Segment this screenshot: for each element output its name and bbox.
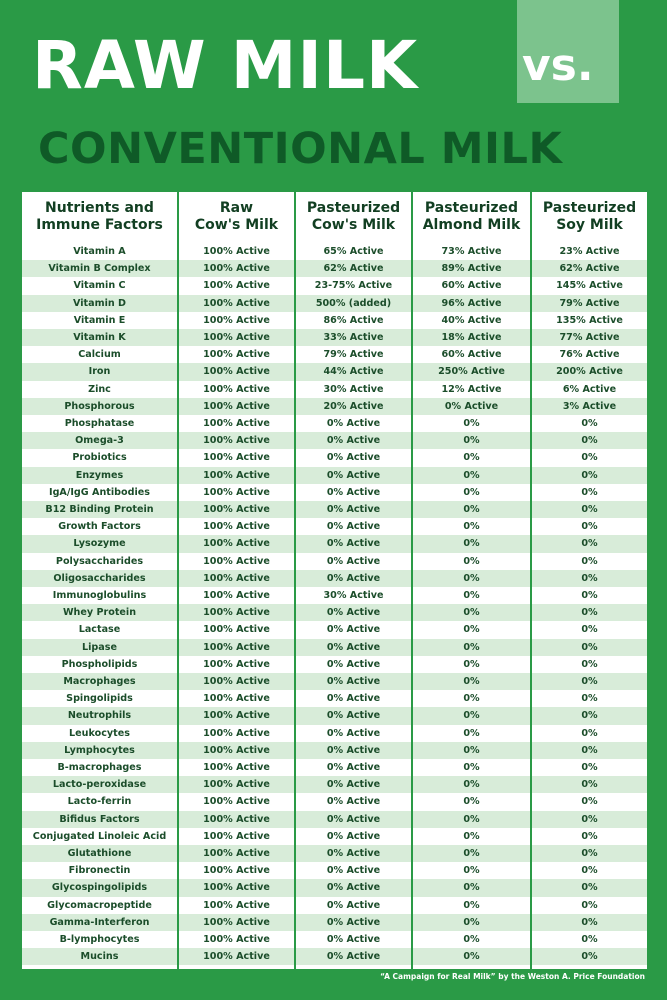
raw-cows-milk-value: 100% Active [203,538,270,550]
table-row [22,862,647,879]
table-row [22,243,647,260]
nutrient-name: Glutathione [67,848,132,859]
nutrient-name: Glycospingolipids [51,882,148,894]
pasteurized-almond-milk-value: 0% [463,624,480,636]
pasteurized-cows-milk-value: 0% Active [326,710,381,722]
pasteurized-soy-milk-value: 23% Active [559,246,620,257]
pasteurized-soy-milk-value: 0% [581,848,598,859]
pasteurized-almond-milk-value: 89% Active [441,263,502,275]
raw-cows-milk-value: 100% Active [203,779,270,791]
table-row [22,570,647,587]
table-row [22,725,647,742]
pasteurized-soy-milk-value: 0% [581,418,598,429]
title-conventional-milk: CONVENTIONAL MILK [38,124,563,174]
pasteurized-cows-milk-value: 0% Active [326,469,381,481]
pasteurized-almond-milk-value: 60% Active [441,280,502,292]
header-pasteurized-soy-milk: Pasteurized Soy Milk [542,200,637,233]
pasteurized-almond-milk-value: 96% Active [441,297,502,309]
pasteurized-soy-milk-value: 0% [581,590,598,601]
nutrient-name: Gamma-Interferon [49,916,150,928]
column-divider [530,192,532,969]
pasteurized-almond-milk-value: 0% [463,830,480,842]
column-divider [411,192,413,969]
table-row [22,948,647,965]
nutrient-name: Probiotics [72,452,127,464]
raw-cows-milk-value: 100% Active [203,486,270,498]
pasteurized-almond-milk-value: 0% [463,469,480,481]
table-row [22,381,647,398]
raw-cows-milk-value: 100% Active [203,263,270,275]
pasteurized-cows-milk-value: 500% (added) [315,297,392,309]
pasteurized-soy-milk-value: 0% [581,813,598,825]
vs-label: vs. [522,40,594,91]
nutrient-name: Macrophages [63,676,136,687]
pasteurized-almond-milk-value: 0% [463,555,480,567]
nutrient-name: B-lymphocytes [59,934,140,945]
raw-cows-milk-value: 100% Active [203,641,270,653]
table-row [22,742,647,759]
table-row [22,363,647,380]
table-row [22,707,647,724]
pasteurized-almond-milk-value: 250% Active [438,366,505,378]
raw-cows-milk-value: 100% Active [203,280,270,292]
nutrient-name: Polysaccharides [55,555,144,567]
pasteurized-almond-milk-value: 0% [463,641,480,653]
nutrient-name: Lysozyme [73,538,126,550]
pasteurized-almond-milk-value: 0% [463,435,480,447]
pasteurized-cows-milk-value: 0% Active [326,934,381,945]
table-row [22,931,647,948]
raw-cows-milk-value: 100% Active [203,899,270,911]
pasteurized-cows-milk-value: 0% Active [326,882,381,894]
pasteurized-almond-milk-value: 0% [463,762,480,773]
nutrient-name: Omega-3 [75,435,124,447]
pasteurized-cows-milk-value: 44% Active [323,366,384,378]
header-nutrients: Nutrients and Immune Factors [36,200,163,233]
pasteurized-cows-milk-value: 0% Active [326,676,381,687]
raw-cows-milk-value: 100% Active [203,813,270,825]
pasteurized-cows-milk-value: 0% Active [326,435,381,447]
raw-cows-milk-value: 100% Active [203,624,270,636]
pasteurized-soy-milk-value: 0% [581,693,598,705]
pasteurized-cows-milk-value: 0% Active [326,693,381,705]
pasteurized-almond-milk-value: 0% [463,727,480,739]
pasteurized-soy-milk-value: 3% Active [562,400,617,412]
pasteurized-almond-milk-value: 0% [463,882,480,894]
nutrient-name: Oligosaccharides [53,572,146,584]
pasteurized-soy-milk-value: 135% Active [556,314,623,326]
raw-cows-milk-value: 100% Active [203,246,270,257]
pasteurized-soy-milk-value: 0% [581,469,598,481]
nutrient-name: Bifidus Factors [59,813,140,825]
nutrient-name: B-macrophages [57,762,142,773]
pasteurized-soy-milk-value: 0% [581,658,598,670]
table-row [22,914,647,931]
nutrient-name: Lipase [82,641,117,653]
pasteurized-soy-milk-value: 62% Active [559,263,620,275]
pasteurized-cows-milk-value: 0% Active [326,951,381,963]
pasteurized-cows-milk-value: 0% Active [326,813,381,825]
pasteurized-almond-milk-value: 40% Active [441,314,502,326]
pasteurized-soy-milk-value: 0% [581,607,598,619]
pasteurized-cows-milk-value: 79% Active [323,349,384,361]
pasteurized-cows-milk-value: 0% Active [326,744,381,756]
nutrient-name: Conjugated Linoleic Acid [32,830,167,842]
raw-cows-milk-value: 100% Active [203,555,270,567]
nutrient-name: Mucins [80,951,119,963]
pasteurized-soy-milk-value: 0% [581,882,598,894]
pasteurized-cows-milk-value: 0% Active [326,865,381,877]
raw-cows-milk-value: 100% Active [203,710,270,722]
raw-cows-milk-value: 100% Active [203,332,270,343]
nutrient-name: Whey Protein [62,607,137,619]
nutrient-name: Calcium [78,349,121,361]
pasteurized-soy-milk-value: 0% [581,796,598,808]
table-row [22,467,647,484]
raw-cows-milk-value: 100% Active [203,916,270,928]
nutrient-name: Leukocytes [69,727,130,739]
nutrient-name: Phosphatase [64,418,135,429]
raw-cows-milk-value: 100% Active [203,435,270,447]
pasteurized-almond-milk-value: 0% [463,899,480,911]
pasteurized-cows-milk-value: 0% Active [326,796,381,808]
pasteurized-soy-milk-value: 145% Active [556,280,623,292]
pasteurized-cows-milk-value: 62% Active [323,263,384,275]
pasteurized-almond-milk-value: 0% [463,779,480,791]
raw-cows-milk-value: 100% Active [203,297,270,309]
pasteurized-cows-milk-value: 30% Active [323,383,384,395]
raw-cows-milk-value: 100% Active [203,590,270,601]
nutrient-name: B12 Binding Protein [45,504,154,515]
nutrient-name: Vitamin E [73,314,126,326]
pasteurized-cows-milk-value: 0% Active [326,624,381,636]
pasteurized-almond-milk-value: 0% [463,590,480,601]
pasteurized-cows-milk-value: 65% Active [323,246,384,257]
pasteurized-soy-milk-value: 0% [581,435,598,447]
pasteurized-almond-milk-value: 0% [463,452,480,464]
pasteurized-cows-milk-value: 20% Active [323,400,384,412]
table-row [22,312,647,329]
column-divider [177,192,179,969]
raw-cows-milk-value: 100% Active [203,882,270,894]
pasteurized-almond-milk-value: 0% [463,486,480,498]
nutrient-name: Vitamin D [72,297,127,309]
pasteurized-cows-milk-value: 0% Active [326,452,381,464]
table-row [22,398,647,415]
comparison-table [22,192,647,969]
nutrient-name: Lactase [78,624,121,636]
column-divider [294,192,296,969]
pasteurized-cows-milk-value: 0% Active [326,572,381,584]
table-row [22,295,647,312]
table-row [22,673,647,690]
pasteurized-soy-milk-value: 0% [581,727,598,739]
table-header [22,192,647,242]
raw-cows-milk-value: 100% Active [203,762,270,773]
header-pasteurized-cows-milk: Pasteurized Cow's Milk [306,200,401,233]
pasteurized-cows-milk-value: 0% Active [326,555,381,567]
pasteurized-cows-milk-value: 0% Active [326,418,381,429]
raw-cows-milk-value: 100% Active [203,418,270,429]
raw-cows-milk-value: 100% Active [203,934,270,945]
raw-cows-milk-value: 100% Active [203,658,270,670]
pasteurized-cows-milk-value: 0% Active [326,762,381,773]
nutrient-name: Immunoglobulins [52,590,147,601]
table-row [22,329,647,346]
raw-cows-milk-value: 100% Active [203,400,270,412]
pasteurized-soy-milk-value: 0% [581,676,598,687]
nutrient-name: Fibronectin [68,865,131,877]
raw-cows-milk-value: 100% Active [203,607,270,619]
pasteurized-almond-milk-value: 0% [463,521,480,533]
nutrient-name: Neutrophils [67,710,132,722]
pasteurized-almond-milk-value: 0% [463,418,480,429]
pasteurized-soy-milk-value: 0% [581,762,598,773]
pasteurized-soy-milk-value: 200% Active [556,366,623,378]
table-row [22,845,647,862]
pasteurized-soy-milk-value: 0% [581,934,598,945]
pasteurized-soy-milk-value: 0% [581,641,598,653]
pasteurized-almond-milk-value: 0% [463,710,480,722]
table-row [22,897,647,914]
pasteurized-soy-milk-value: 0% [581,572,598,584]
pasteurized-soy-milk-value: 0% [581,555,598,567]
pasteurized-cows-milk-value: 0% Active [326,899,381,911]
header-pasteurized-almond-milk: Pasteurized Almond Milk [422,200,521,233]
pasteurized-soy-milk-value: 0% [581,779,598,791]
pasteurized-soy-milk-value: 0% [581,744,598,756]
raw-cows-milk-value: 100% Active [203,366,270,378]
pasteurized-soy-milk-value: 6% Active [562,383,617,395]
raw-cows-milk-value: 100% Active [203,521,270,533]
raw-cows-milk-value: 100% Active [203,504,270,515]
nutrient-name: Enzymes [75,469,124,481]
table-row [22,277,647,294]
nutrient-name: Vitamin K [73,332,126,343]
raw-cows-milk-value: 100% Active [203,951,270,963]
pasteurized-almond-milk-value: 0% [463,504,480,515]
table-row [22,656,647,673]
table-row [22,535,647,552]
pasteurized-cows-milk-value: 0% Active [326,658,381,670]
pasteurized-almond-milk-value: 0% [463,951,480,963]
raw-cows-milk-value: 100% Active [203,572,270,584]
table-row [22,639,647,656]
pasteurized-soy-milk-value: 0% [581,504,598,515]
pasteurized-cows-milk-value: 0% Active [326,486,381,498]
nutrient-name: Lacto-ferrin [67,796,132,808]
pasteurized-soy-milk-value: 0% [581,865,598,877]
pasteurized-almond-milk-value: 0% [463,813,480,825]
raw-cows-milk-value: 100% Active [203,676,270,687]
table-row [22,484,647,501]
pasteurized-cows-milk-value: 0% Active [326,779,381,791]
pasteurized-soy-milk-value: 76% Active [559,349,620,361]
pasteurized-almond-milk-value: 0% [463,848,480,859]
raw-cows-milk-value: 100% Active [203,865,270,877]
table-row [22,793,647,810]
pasteurized-cows-milk-value: 0% Active [326,538,381,550]
table-row [22,759,647,776]
pasteurized-almond-milk-value: 0% [463,607,480,619]
nutrient-name: Vitamin C [73,280,126,292]
nutrient-name: Vitamin B Complex [48,263,151,275]
raw-cows-milk-value: 100% Active [203,848,270,859]
pasteurized-almond-milk-value: 0% [463,572,480,584]
raw-cows-milk-value: 100% Active [203,796,270,808]
footer-credit: “A Campaign for Real Milk” by the Weston A. Price Foundation [380,972,645,981]
pasteurized-cows-milk-value: 0% Active [326,830,381,842]
raw-cows-milk-value: 100% Active [203,693,270,705]
pasteurized-soy-milk-value: 0% [581,521,598,533]
nutrient-name: Iron [88,366,111,378]
pasteurized-soy-milk-value: 0% [581,951,598,963]
pasteurized-soy-milk-value: 0% [581,899,598,911]
title-raw-milk: RAW MILK [32,27,419,104]
table-row [22,415,647,432]
pasteurized-almond-milk-value: 0% [463,865,480,877]
table-row [22,449,647,466]
table-row [22,587,647,604]
pasteurized-almond-milk-value: 0% [463,658,480,670]
raw-cows-milk-value: 100% Active [203,830,270,842]
table-row [22,811,647,828]
pasteurized-cows-milk-value: 30% Active [323,590,384,601]
pasteurized-cows-milk-value: 0% Active [326,641,381,653]
pasteurized-cows-milk-value: 0% Active [326,521,381,533]
pasteurized-soy-milk-value: 0% [581,830,598,842]
table-row [22,501,647,518]
pasteurized-almond-milk-value: 73% Active [441,246,502,257]
raw-cows-milk-value: 100% Active [203,452,270,464]
raw-cows-milk-value: 100% Active [203,727,270,739]
nutrient-name: IgA/IgG Antibodies [49,486,150,498]
pasteurized-cows-milk-value: 0% Active [326,504,381,515]
table-row [22,621,647,638]
nutrient-name: Glycomacropeptide [47,899,152,911]
pasteurized-almond-milk-value: 0% [463,538,480,550]
pasteurized-soy-milk-value: 0% [581,624,598,636]
table-row [22,432,647,449]
pasteurized-almond-milk-value: 18% Active [441,332,502,343]
raw-cows-milk-value: 100% Active [203,314,270,326]
nutrient-name: Vitamin A [73,246,126,257]
pasteurized-cows-milk-value: 0% Active [326,848,381,859]
table-row [22,776,647,793]
pasteurized-almond-milk-value: 0% [463,744,480,756]
pasteurized-cows-milk-value: 86% Active [323,314,384,326]
raw-cows-milk-value: 100% Active [203,383,270,395]
pasteurized-almond-milk-value: 0% [463,916,480,928]
nutrient-name: Phosphorous [64,400,135,412]
pasteurized-cows-milk-value: 0% Active [326,607,381,619]
nutrient-name: Zinc [88,383,111,395]
pasteurized-soy-milk-value: 0% [581,538,598,550]
pasteurized-soy-milk-value: 0% [581,452,598,464]
raw-cows-milk-value: 100% Active [203,744,270,756]
pasteurized-soy-milk-value: 0% [581,916,598,928]
pasteurized-soy-milk-value: 0% [581,710,598,722]
pasteurized-almond-milk-value: 60% Active [441,349,502,361]
pasteurized-almond-milk-value: 0% [463,676,480,687]
pasteurized-cows-milk-value: 0% Active [326,916,381,928]
nutrient-name: Spingolipids [66,693,133,705]
raw-cows-milk-value: 100% Active [203,349,270,361]
pasteurized-almond-milk-value: 0% [463,796,480,808]
table-row [22,604,647,621]
table-row [22,260,647,277]
table-row [22,828,647,845]
pasteurized-soy-milk-value: 79% Active [559,297,620,309]
table-row [22,690,647,707]
table-row [22,518,647,535]
table-row [22,346,647,363]
pasteurized-almond-milk-value: 0% Active [444,400,499,412]
raw-cows-milk-value: 100% Active [203,469,270,481]
header-raw-cows-milk: Raw Cow's Milk [194,200,279,233]
pasteurized-cows-milk-value: 0% Active [326,727,381,739]
table-row [22,879,647,896]
pasteurized-cows-milk-value: 33% Active [323,332,384,343]
pasteurized-almond-milk-value: 0% [463,934,480,945]
nutrient-name: Lacto-peroxidase [52,779,147,791]
pasteurized-cows-milk-value: 23-75% Active [314,280,393,292]
pasteurized-soy-milk-value: 0% [581,486,598,498]
nutrient-name: Lymphocytes [64,744,135,756]
pasteurized-almond-milk-value: 0% [463,693,480,705]
nutrient-name: Growth Factors [58,521,141,533]
pasteurized-almond-milk-value: 12% Active [441,383,502,395]
pasteurized-soy-milk-value: 77% Active [559,332,620,343]
nutrient-name: Phospholipids [61,658,138,670]
table-row [22,553,647,570]
